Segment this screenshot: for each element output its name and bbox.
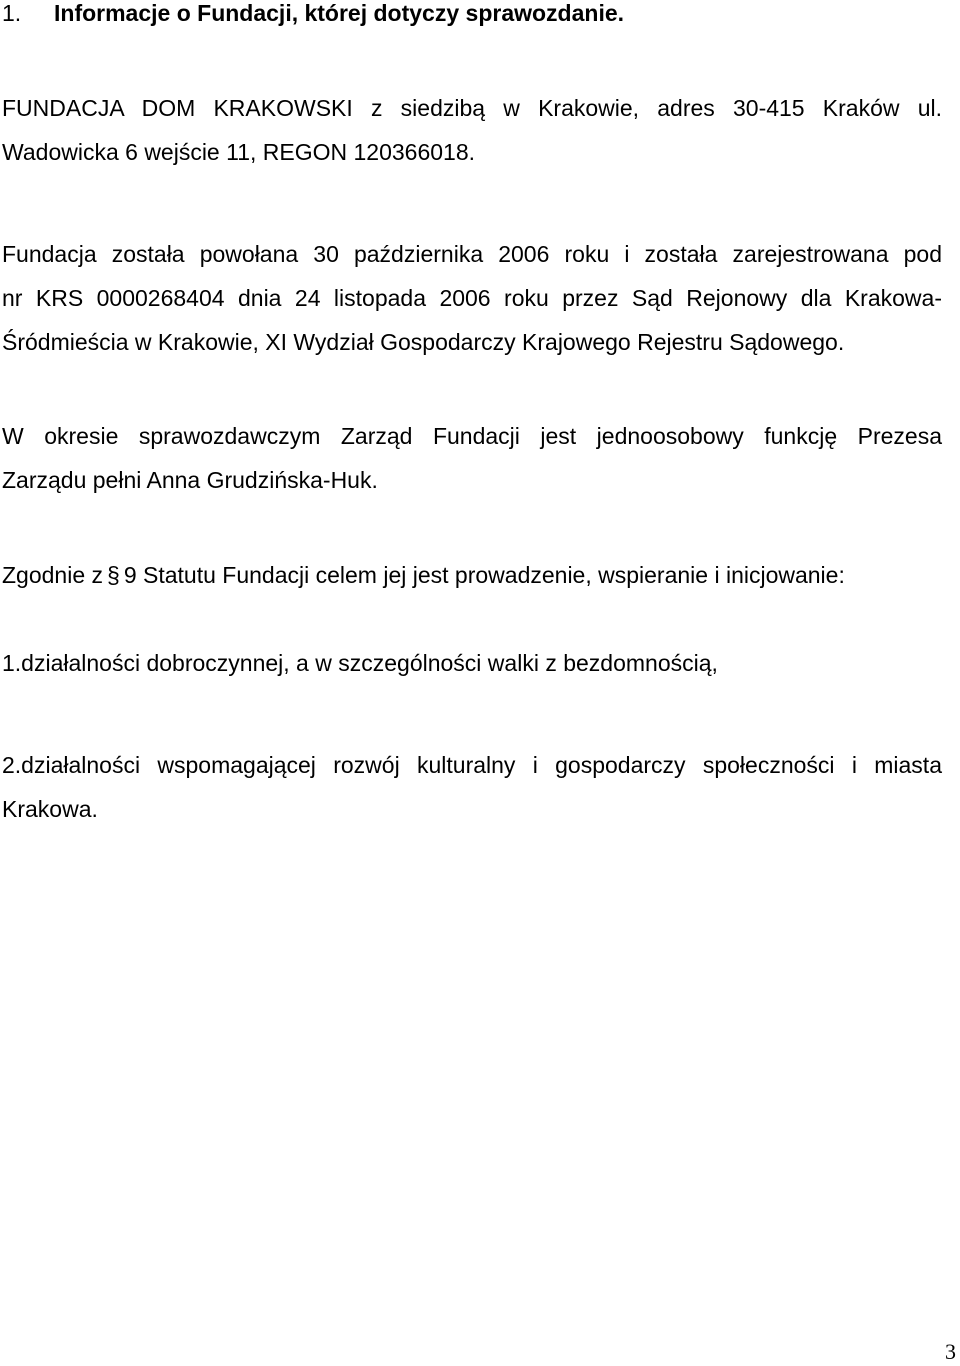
paragraph-line: W okresie sprawozdawczym Zarząd Fundacji jest jednoosobowy funkcję Prezesa <box>2 423 942 449</box>
paragraph-line <box>2 553 942 597</box>
foundation-address-paragraph <box>2 86 942 174</box>
paragraph-line: 1.działalności dobroczynnej, a w szczególności walki z bezdomnością, <box>2 650 718 676</box>
page-number: 3 <box>945 1339 956 1364</box>
paragraph-line: FUNDACJA DOM KRAKOWSKI z siedzibą w Krakowie, adres 30-415 Kraków ul. <box>2 95 942 121</box>
paragraph-line: Wadowicka 6 wejście 11, REGON 120366018. <box>2 139 476 165</box>
paragraph-line: Krakowa. <box>2 796 98 822</box>
statute-paragraph <box>2 553 942 597</box>
paragraph-line: nr KRS 0000268404 dnia 24 listopada 2006 roku przez Sąd Rejonowy dla Krakowa- <box>2 285 942 311</box>
section-number: 1. <box>2 0 22 26</box>
statute-text-after: 9 Statutu Fundacji celem jej jest prowadzenie, wspieranie i inicjowanie: <box>123 562 845 588</box>
foundation-registration-paragraph <box>2 232 942 364</box>
board-paragraph <box>2 414 942 502</box>
paragraph-line: Fundacja została powołana 30 października 2006 roku i została zarejestrowana pod <box>2 241 942 267</box>
paragraph-line: 2.działalności wspomagającej rozwój kulturalny i gospodarczy społeczności i miasta <box>2 752 942 778</box>
section-sign-symbol: § <box>107 562 120 588</box>
goal-item-2 <box>2 743 942 831</box>
paragraph-line: Śródmieścia w Krakowie, XI Wydział Gospodarczy Krajowego Rejestru Sądowego. <box>2 329 845 355</box>
paragraph-line: Zarządu pełni Anna Grudzińska-Huk. <box>2 467 378 493</box>
statute-text-before: Zgodnie z <box>2 562 104 588</box>
goal-item-1 <box>2 641 942 685</box>
section-title: Informacje o Fundacji, której dotyczy sprawozdanie. <box>54 0 625 26</box>
section-heading <box>0 0 624 30</box>
